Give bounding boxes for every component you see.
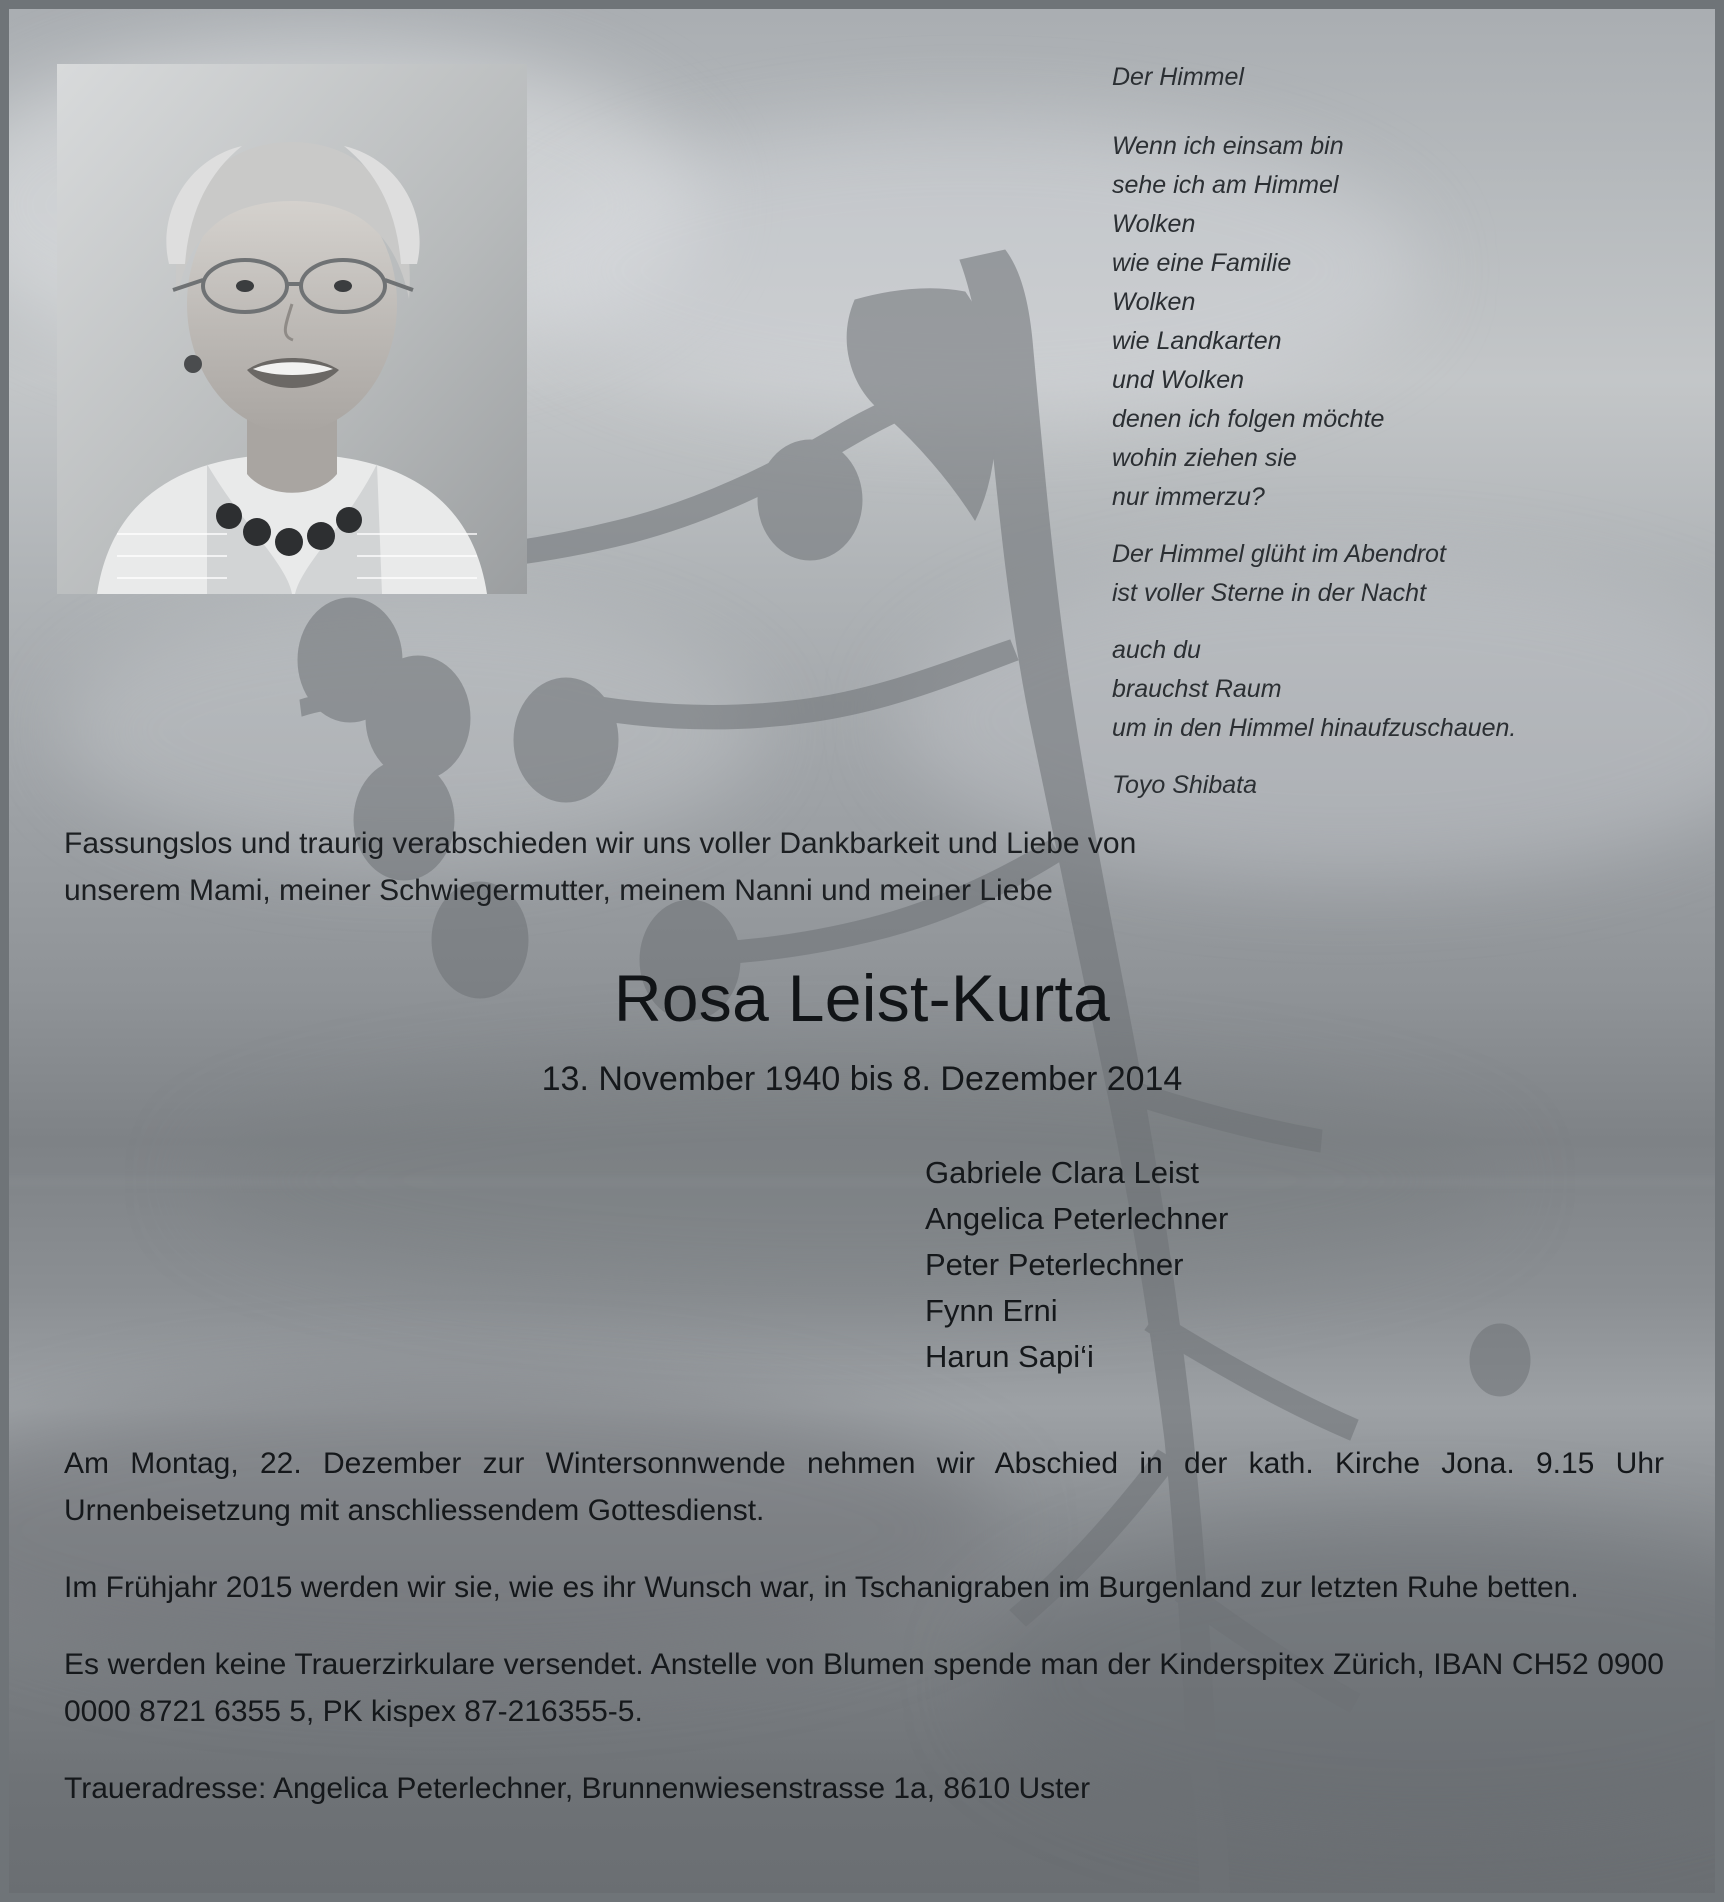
list-item: Angelica Peterlechner (925, 1201, 1229, 1236)
poem-line: Wolken (1112, 288, 1196, 316)
list-item: Harun Sapi‘i (925, 1339, 1094, 1374)
deceased-dates: 13. November 1940 bis 8. Dezember 2014 (541, 1060, 1183, 1098)
poem-title: Der Himmel (1112, 63, 1244, 91)
intro-text (64, 820, 1664, 914)
poem-line: denen ich folgen möchte (1112, 405, 1385, 433)
poem-line: um in den Himmel hinaufzuschauen. (1112, 714, 1517, 742)
portrait-image (57, 64, 527, 594)
survivors-list (925, 1150, 1228, 1380)
poem-line: Der Himmel glüht im Abendrot (1112, 540, 1446, 568)
poem-stanza-1 (1112, 127, 1672, 517)
mourning-address: Traueradresse: Angelica Peterlechner, Brunnenwiesenstrasse 1a, 8610 Uster (64, 1772, 1091, 1805)
portrait-photo (57, 64, 527, 594)
funeral-details: Am Montag, 22. Dezember zur Wintersonnwende nehmen wir Abschied in der kath. Kirche Jona. 9.15 Uhr Urnenbeisetzung mit anschliessendem Gottesdienst. (64, 1447, 1664, 1527)
details-block (64, 1440, 1664, 1812)
poem-line: nur immerzu? (1112, 483, 1265, 511)
donation-details: Es werden keine Trauerzirkulare versendet. Anstelle von Blumen spende man der Kinderspitex Zürich, IBAN CH52 0900 0000 8721 6355 5, PK kispex 87-216355-5. (64, 1648, 1664, 1728)
deceased-name: Rosa Leist-Kurta (613, 961, 1111, 1035)
burial-details: Im Frühjahr 2015 werden wir sie, wie es ihr Wunsch war, in Tschanigraben im Burgenland zur letzten Ruhe betten. (64, 1571, 1579, 1604)
list-item: Fynn Erni (925, 1293, 1058, 1328)
poem-line: und Wolken (1112, 366, 1245, 394)
poem-line: sehe ich am Himmel (1112, 171, 1339, 199)
poem-block (1112, 58, 1672, 805)
poem-line: ist voller Sterne in der Nacht (1112, 579, 1427, 607)
intro-line-2: unserem Mami, meiner Schwiegermutter, meinem Nanni und meiner Liebe (64, 874, 1053, 907)
intro-line-1: Fassungslos und traurig verabschieden wir uns voller Dankbarkeit und Liebe von (64, 827, 1137, 860)
poem-line: wie Landkarten (1112, 327, 1282, 355)
list-item: Peter Peterlechner (925, 1247, 1184, 1282)
poem-line: Wenn ich einsam bin (1112, 132, 1344, 160)
poem-line: Wolken (1112, 210, 1196, 238)
poem-line: wohin ziehen sie (1112, 444, 1297, 472)
poem-stanza-2 (1112, 535, 1672, 613)
poem-line: brauchst Raum (1112, 675, 1282, 703)
poem-stanza-3 (1112, 631, 1672, 748)
poem-line: wie eine Familie (1112, 249, 1292, 277)
list-item: Gabriele Clara Leist (925, 1155, 1199, 1190)
poem-line: auch du (1112, 636, 1201, 664)
poem-author: Toyo Shibata (1112, 771, 1258, 799)
